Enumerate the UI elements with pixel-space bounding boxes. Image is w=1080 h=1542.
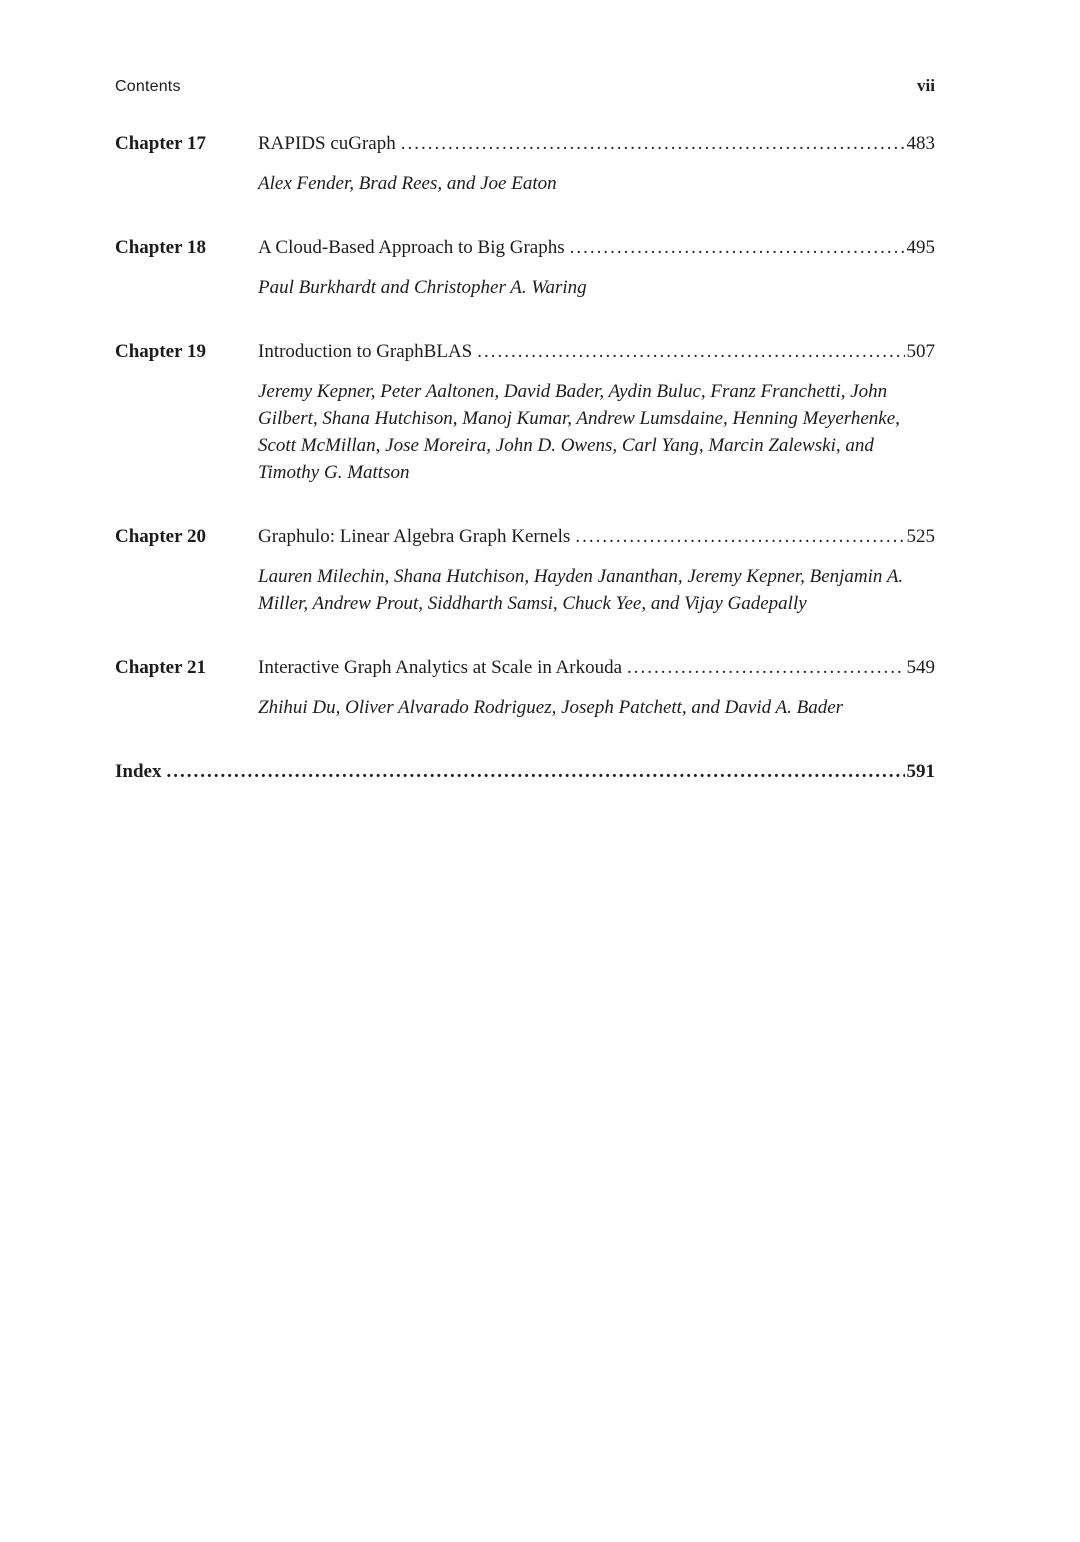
dot-leader <box>570 234 905 261</box>
chapter-label: Chapter 19 <box>115 341 206 362</box>
index-entry <box>115 758 935 785</box>
chapter-authors: Zhihui Du, Oliver Alvarado Rodriguez, Joseph Patchett, and David A. Bader <box>258 697 844 718</box>
chapter-authors: Lauren Milechin, Shana Hutchison, Hayden Jananthan, Jeremy Kepner, Benjamin A. Miller, Andrew Prout, Siddharth Samsi, Chuck Yee, and Vijay Gadepally <box>258 566 904 614</box>
folio-page-number: vii <box>917 76 935 95</box>
chapter-label: Chapter 20 <box>115 526 206 547</box>
toc-entry <box>115 234 935 301</box>
contents-label: Contents <box>115 78 181 95</box>
index-page-number: 591 <box>906 761 935 782</box>
chapter-page-number: 507 <box>906 341 935 362</box>
running-header <box>115 76 935 96</box>
index-label: Index <box>115 761 162 782</box>
chapter-body <box>258 654 935 721</box>
chapter-page-number: 483 <box>906 133 935 154</box>
chapter-title: Graphulo: Linear Algebra Graph Kernels <box>258 526 571 547</box>
chapter-title: A Cloud-Based Approach to Big Graphs <box>258 237 565 258</box>
chapter-title-line <box>258 338 935 365</box>
chapter-authors: Jeremy Kepner, Peter Aaltonen, David Bader, Aydin Buluc, Franz Franchetti, John Gilbert, Shana Hutchison, Manoj Kumar, Andrew Lumsdaine, Henning Meyerhenke, Scott McMillan, Jose Moreira, John D. Owens, Carl Yang, Marcin Zalewski, and Timothy G. Mattson <box>258 381 900 483</box>
chapter-label: Chapter 17 <box>115 133 206 154</box>
chapter-title: Introduction to GraphBLAS <box>258 341 473 362</box>
dot-leader <box>166 758 904 785</box>
chapter-page-number: 549 <box>906 657 935 678</box>
chapter-title-line <box>258 234 935 261</box>
dot-leader <box>575 523 904 550</box>
toc-entry <box>115 338 935 486</box>
toc-entry <box>115 523 935 617</box>
chapter-body <box>258 523 935 617</box>
toc-entry <box>115 654 935 721</box>
chapter-page-number: 525 <box>906 526 935 547</box>
chapter-body <box>258 234 935 301</box>
chapter-label: Chapter 18 <box>115 237 206 258</box>
chapter-page-number: 495 <box>906 237 935 258</box>
toc-entry <box>115 130 935 197</box>
chapter-label: Chapter 21 <box>115 657 206 678</box>
chapter-authors: Paul Burkhardt and Christopher A. Waring <box>258 277 587 298</box>
chapter-title-line <box>258 523 935 550</box>
chapter-title: Interactive Graph Analytics at Scale in Arkouda <box>258 657 623 678</box>
chapter-authors: Alex Fender, Brad Rees, and Joe Eaton <box>258 173 557 194</box>
dot-leader <box>627 654 904 681</box>
dot-leader <box>401 130 905 157</box>
chapter-body <box>258 130 935 197</box>
chapter-title-line <box>258 654 935 681</box>
dot-leader <box>477 338 904 365</box>
chapter-title: RAPIDS cuGraph <box>258 133 396 154</box>
chapter-body <box>258 338 935 486</box>
chapter-title-line <box>258 130 935 157</box>
